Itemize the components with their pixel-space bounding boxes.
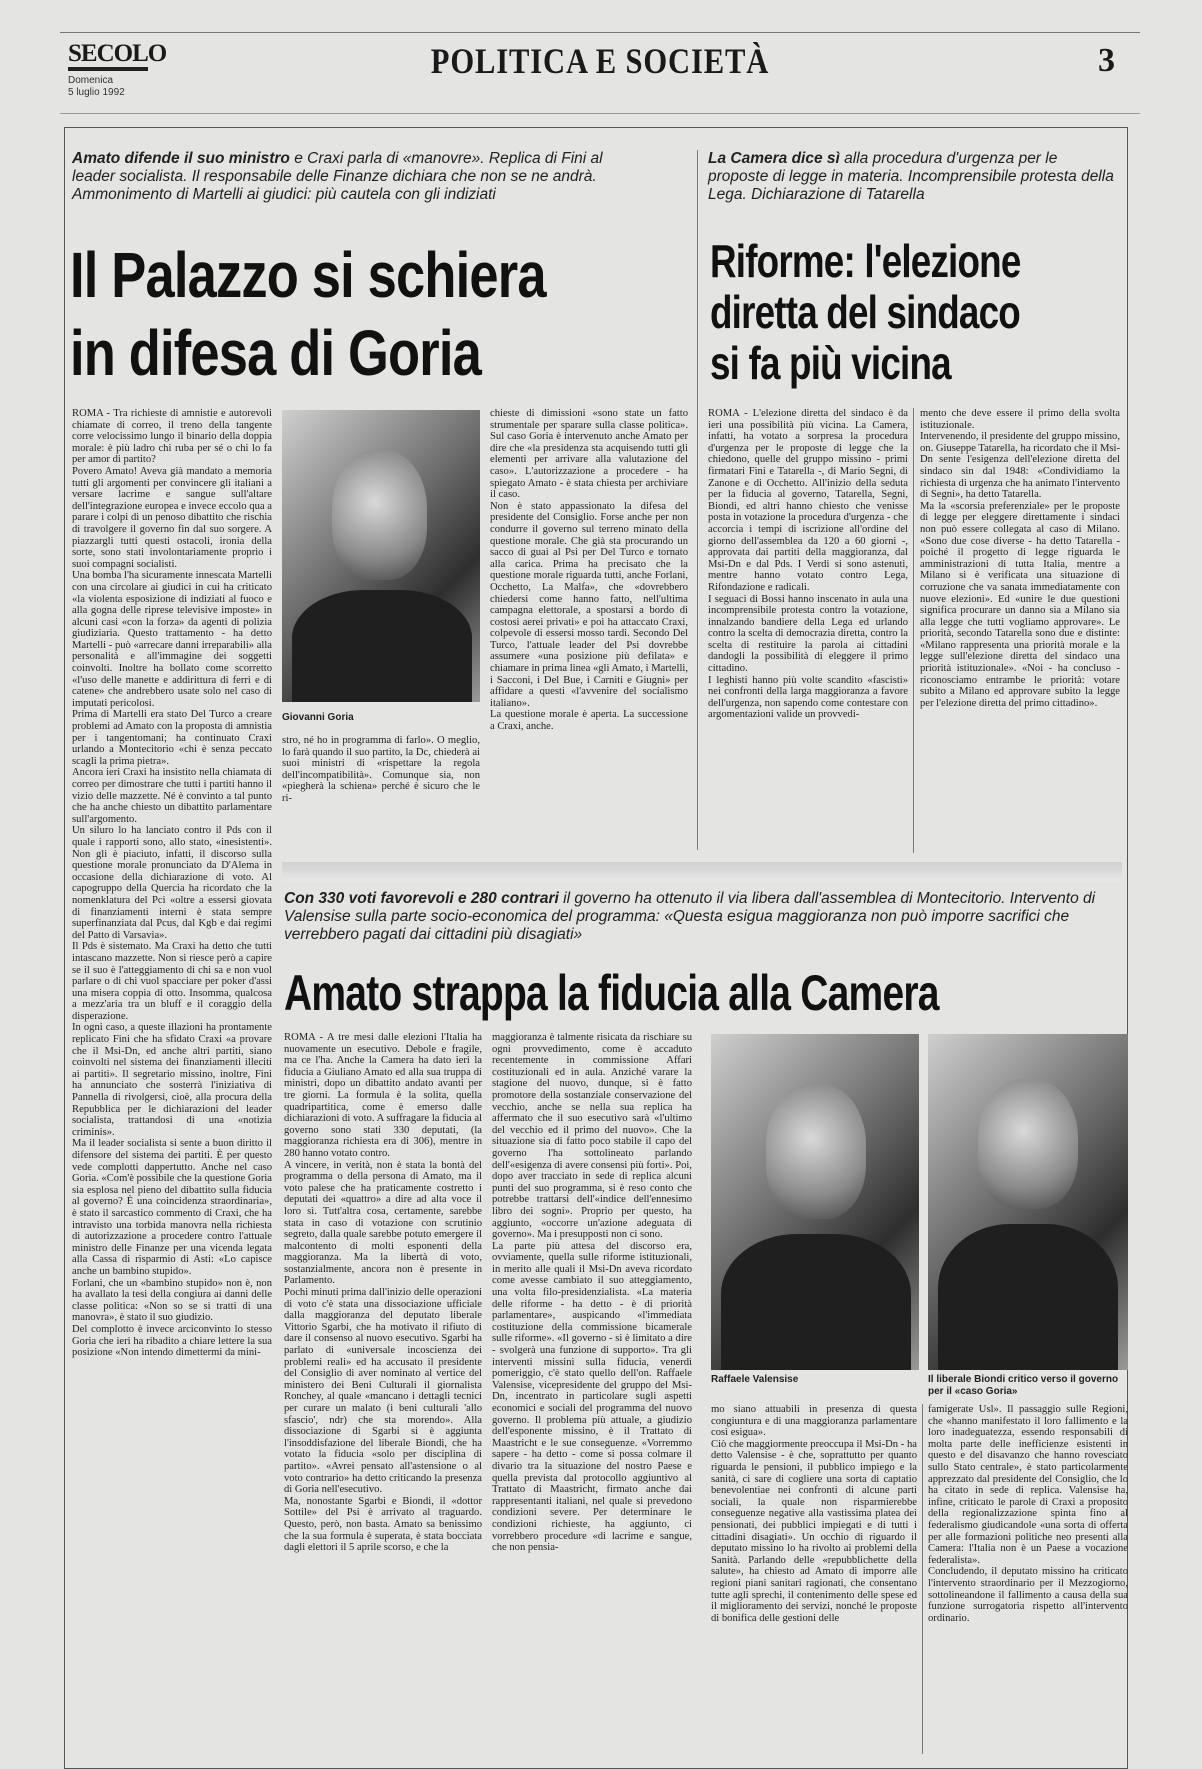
- article1-headline: [70, 236, 546, 392]
- article3-col1: ROMA - A tre mesi dalle elezioni l'Italia ha nuovamente un esecutivo. Debole e fragile, ma ce l'ha. Anche la Camera ha dato ieri la fiducia a Giuliano Amato ed alla sua truppa di ministri, dopo un dibattito andato avanti per tre giorni. La formula è la solita, quella quadripartitica, come è emerso dalle dichiarazioni di voto. A suffragare la fiducia al governo sono stati 330 deputati, (la maggioranza richiesta era di 306), mentre in 280 hanno votato contro. A vincere, in verità, non è stata la bontà del programma o della persona di Amato, ma il voto palese che ha praticamente costretto i deputati dei «quattro» a dire ad alta voce il loro sì. Tutt'altra cosa, certamente, sarebbe stata in caso di votazione con scrutinio segreto, dalla quale sarebbe potuto emergere il malcontento di molti esponenti della maggioranza. Ma la libertà di voto, sostanzialmente, ancora non è presente in Parlamento. Pochi minuti prima dall'inizio delle operazioni di voto c'è stata una dissociazione ufficiale dalla maggioranza del deputato liberale Vittorio Sgarbi, che ha motivato il rifiuto di dare il consenso al nuovo esecutivo. Sgarbi ha parlato di «universale incoscienza dei problemi reali» ed ha accusato il presidente del Consiglio di aver nominato al vertice del ministero dei Beni Culturali il giornalista Ronchey, al quale «mancano i dettagli tecnici per curare un malato (i beni culturali 'allo sfascio', ndr) che sta morendo». Alla dissociazione di Sgarbi si è aggiunta l'insoddisfazione del liberale Biondi, che ha votato la fiducia «solo per disciplina di partito». «Avrei pensato all'astensione o al voto contrario» ha detto criticando la presenza di Goria nell'esecutivo. Ma, nonostante Sgarbi e Biondi, il «dottor Sottile» del Psi è arrivato al traguardo. Questo, però, non basta. Amato sa benissimo che la sua formula è superata, è stata bocciata dagli elettori il 5 aprile scorso, e che la: [284, 1032, 482, 1554]
- article3-col2: maggioranza è talmente risicata da rischiare su ogni provvedimento, come è accaduto recentemente in commissione Affari costituzionali ed in aula. Anziché varare la stagione del nuovo, dunque, si è fatto promotore della sostanziale conservazione del vecchio, anche se nella sua replica ha affermato che il suo esecutivo sarà «l'ultimo del vecchio ed il primo del nuovo». Che la situazione sia di fatto poco stabile il capo del governo l'ha sottolineato parlando dell'«esigenza di avere consensi più forti». Poi, dopo aver tracciato in sede di replica alcuni punti del suo programma, si è reso conto che potrebbe trattarsi dell'«indice dell'ennesimo libro dei sogni». Proprio per questo, ha aggiunto, «occorre un'azione adeguata di governo». Ma i presupposti non ci sono. La parte più attesa del discorso era, ovviamente, quella sulle riforme istituzionali, in merito alle quali il Msi-Dn aveva ricordato come avesse cambiato il suo atteggiamento, una volta filo-presidenzialista. «La materia delle riforme - ha detto - è di priorità parlamentare», auspicando «l'immediata costituzione della commissione bicamerale sulle riforme». «Il governo - si è limitato a dire - svolgerà una funzione di supporto». Tra gli interventi missini sulla fiducia, venerdì pomeriggio, c'è stato quello dell'on. Raffaele Valensise, vicepresidente del gruppo del Msi-Dn, incentrato in particolare sugli aspetti economici e sociali del programma del nuovo governo. Il problema più attuale, a giudizio dell'esponente missino, è il Trattato di Maastricht e le sue conseguenze. «Vorremmo sapere - ha detto - come si possa colmare il divario tra la situazione del nostro Paese e quella prevista dal protocollo aggiuntivo al Trattato di Maastricht, firmato anche dai rappresentanti italiani, nel quale si prevedono condizioni severe. Per determinare le condizioni richieste, ha aggiunto, ci vorrebbero procedure «di lacrime e sangue, che non pensia-: [492, 1032, 692, 1554]
- section-title: POLITICA E SOCIETÀ: [430, 41, 770, 81]
- column-divider: [913, 408, 914, 853]
- article2-col1: ROMA - L'elezione diretta del sindaco è da ieri una possibilità più vicina. La Camera, infatti, ha votato a sorpresa la procedura d'urgenza per le proposte di legge che la chiedono, quelle del gruppo missino - primi firmatari Fini e Tatarella -, di Mario Segni, di Zanone e di Occhetto. All'inizio della seduta per la fiducia al governo, Tatarella, Segni, Biondi, ed altri hanno chiesto che venisse posta in votazione la procedura d'urgenza - che accorcia i tempi di iscrizione all'ordine del giorno dell'assemblea da 120 a 60 giorni -, approvata dai partiti della maggioranza, dal Msi-Dn e dal Pds. I Verdi si sono astenuti, mentre hanno votato contro Lega, Rifondazione e radicali. I seguaci di Bossi hanno inscenato in aula una incomprensibile protesta contro la votazione, innalzando bandiere della Lega ed urlando contro la scelta di democrazia diretta, contro la scelta di restituire la parola ai cittadini dandogli la possibilità di eleggere il primo cittadino. I leghisti hanno più volte scandito «fascisti» nei confronti della larga maggioranza a favore dell'urgenza, non sapendo come contestare con argomentazioni valide un provvedi-: [708, 408, 908, 721]
- article1-col1: ROMA - Tra richieste di amnistie e autorevoli chiamate di correo, il treno della tangente corre velocissimo lungo il binario della doppia morale: è più ladro chi ruba per sé o chi lo fa per amor di partito? Povero Amato! Aveva già mandato a memoria tutti gli argomenti per convincere gli italiani a versare lacrime e sangue sull'altare dell'integrazione europea e invece eccolo qua a parare i colpi di un penoso dibattito che rischia di travolgere il governo fin dal suo sorgere. A piazzargli tutti questi ostacoli, ironia della sorte, sono stati involontariamente proprio i suoi compagni socialisti. Una bomba l'ha sicuramente innescata Martelli con una circolare ai giudici in cui ha criticato «la violenta esposizione di indiziati al fuoco e alla gogna delle riprese televisive imposte» in alcuni casi «con la forza» da agenti di polizia giudiziaria. Questo trattamento - ha detto Martelli - può «arrecare danni irreparabili» alla personalità e all'immagine dei soggetti coinvolti. Inoltre ha bollato come scorretto «l'uso delle manette e addirittura di ferri e di catene» che andrebbero usate solo nel caso di imputati pericolosi. Prima di Martelli era stato Del Turco a creare problemi ad Amato con la proposta di amnistia per i tangentomani; ha continuato Craxi urlando a Montecitorio «chi è senza peccato scagli la prima pietra». Ancora ieri Craxi ha insistito nella chiamata di correo per dimostrare che tutti i partiti hanno il vizio delle mazzette. Né è convinto a tal punto che ha anche chiesto un dibattito parlamentare sull'argomento. Un siluro lo ha lanciato contro il Pds con il quale i rapporti sono, allo stato, «inesistenti». Non gli è piaciuto, infatti, il discorso sulla questione morale pronunciato da D'Alema in occasione della dichiarazione di voto. Al capogruppo della Quercia ha ricordato che la nomenklatura del Pci «oltre a essersi giovata di finanziamenti interni è stata sempre superfinanziata dal Pcus, dal Kgb e dai regimi del Patto di Varsavia». Il Pds è sistemato. Ma Craxi ha detto che tutti intascano mazzette. Non si riesce però a capire se il suo è l'atteggiamento di chi sa e non vuol parlare o di chi vuol spacciare per poker d'assi una misera coppia di otto. Insomma, qualcosa a mezz'aria tra un bluff e il coraggio della disperazione. In ogni caso, a queste illazioni ha prontamente replicato Fini che ha sfidato Craxi «a provare che il Msi-Dn, ed anche altri partiti, siano coinvolti nel sistema dei finanziamenti illeciti ai partiti». Il segretario missino, inoltre, Fini ha annunciato che sosterrà l'iniziativa di Pannella di rivolgersi, cioè, alla procura della Repubblica per le dichiarazioni del leader socialista, trattandosi di una «notizia criminis». Ma il leader socialista si sente a buon diritto il difensore del sistema dei partiti. È per questo vede complotti dappertutto. Anche nel caso Goria. «Com'è possibile che la questione Goria sia esplosa nel pieno del dibattito sulla fiducia al governo? È una coincidenza straordinaria», è stato il sarcastico commento di Craxi, che ha intravisto una torbida manovra nella richiesta di autorizzazione a procedere contro l'attuale ministro delle Finanze per una vicenda legata alla Cassa di risparmio di Asti: «Lo capisce anche un bambino stupido». Forlani, che un «bambino stupido» non è, non ha avallato la tesi della congiura ai danni delle classe politica: «Non so se si tratti di una manovra», è stato il suo giudizio. Del complotto è invece arciconvinto lo stesso Goria che ieri ha ribadito a chiare lettere la sua posizione «Non intendo dimettermi da mini-: [72, 408, 272, 1359]
- headline-line: in difesa di Goria: [70, 317, 481, 389]
- article3-deck: [284, 890, 1124, 944]
- headline-line: diretta del sindaco: [710, 286, 1020, 338]
- headline-line: si fa più vicina: [710, 337, 951, 389]
- dateline: [68, 75, 125, 99]
- article1-deck: [72, 150, 642, 204]
- article2-deck: [708, 150, 1118, 204]
- page-number: 3: [1098, 42, 1115, 79]
- deck-lead: Con 330 voti favorevoli e 280 contrari: [284, 890, 559, 907]
- article1-col2: stro, né ho in programma di farlo». O meglio, lo farà quando il suo partito, la Dc, chiederà ai suoi ministri di «rispettare la regola dell'incompatibilità». Comunque sia, non «piegherà la schiena» perché è sicuro che le ri-: [282, 735, 480, 804]
- deck-lead: La Camera dice sì: [708, 150, 840, 167]
- masthead-bar: [68, 67, 148, 71]
- deck-text: il governo ha ottenuto il via libera dall'assemblea di Montecitorio. Intervento di Valensise sulla parte socio-economica del programma: «Questa esigua maggioranza non può imporre sacrifici che verrebbero pagati dai cittadini più disagiati»: [284, 890, 1096, 943]
- goria-photo: [282, 410, 480, 702]
- column-divider: [922, 1404, 923, 1754]
- day: Domenica: [68, 75, 114, 86]
- article1-col3: chieste di dimissioni «sono state un fatto strumentale per sparare sulla classe politica». Sul caso Goria è intervenuto anche Amato per dire che «la presidenza sta acquisendo tutti gli elementi per arrivare alla valutazione del caso». L'autorizzazione a procedere - ha spiegato Amato - è stata chiesta per archiviare il caso. Non è stato appassionato la difesa del presidente del Consiglio. Forse anche per non condurre il governo sul terreno minato della questione morale. Che già sta procurando un sacco di guai al Psi per Del Turco e tornato alla carica. Prima ha precisato che la questione morale riguarda tutti, anche Forlani, Occhetto, La Malfa», che «dovrebbero chiedersi come hanno fatto, nell'ultima campagna elettorale, a spostarsi a bordo di costosi aerei privati» e poi ha attaccato Craxi, colpevole di essersi mosso tardi. Secondo Del Turco, l'attuale leader del Psi dovrebbe assumere «una posizione più defilata» e chiamare in prima linea «gli Amato, i Martelli, i Sacconi, i Del Bue, i Carniti e Giugni» per affidare a questi «l'avvenire del socialismo italiano». La questione morale è aperta. La successione a Craxi, anche.: [490, 408, 688, 733]
- article3-headline: Amato strappa la fiducia alla Camera: [284, 965, 939, 1021]
- article2-col2: mento che deve essere il primo della svolta istituzionale. Intervenendo, il presidente del gruppo missino, on. Giuseppe Tatarella, ha ricordato che il Msi-Dn sente l'esigenza dell'elezione diretta del sindaco sin dal 1948: «Condividiamo la richiesta di urgenza che ha animato l'intervento di Segni», ha detto Tatarella. Ma la «scorsia preferenziale» per le proposte di legge per eleggere direttamente i sindaci non può essere collegata al caso di Milano. «Sono due cose diverse - ha detto Tatarella - poiché il progetto di legge riguarda le amministrazioni di tutta Italia, mentre a Milano si è verificata una situazione di corruzione che va sanata immediatamente con nuove elezioni». Ed «unire le due questioni significa procurare un danno sia a Milano sia alla legge che tutti vogliamo approvare». Le priorità, secondo Tatarella sono due e distinte: «Milano rappresenta una priorità morale e la legge sull'elezione diretta del sindaco una priorità istituzionale». «Noi - ha concluso - riconosciamo entrambe le priorità: votare subito a Milano ed approvare subito la legge per l'elezione diretta del primo cittadino».: [920, 408, 1120, 709]
- article3-col4: famigerate Usl». Il passaggio sulle Regioni, che «hanno manifestato il loro fallimento e la loro inadeguatezza, essendo responsabili di molta parte delle inefficienze esistenti in questo e del disavanzo che hanno rovesciato sullo Stato centrale», è stato particolarmente apprezzato dal presidente del Consiglio, che lo ha citato in sede di replica. Valensise ha, infine, criticato le parole di Craxi a proposito della regionalizzazione spinta fino al federalismo giudicandole «una sorta di offerta per alle formazioni politiche neo presenti alla Camera: l'Italia non è un Paese a vocazione federalista». Concludendo, il deputato missino ha criticato l'intervento straordinario per il Mezzogiorno, sottolineandone il fallimento a causa della sua funzione surrogatoria rispetto all'intervento ordinario.: [928, 1404, 1128, 1624]
- headline-line: Il Palazzo si schiera: [70, 239, 546, 311]
- separator-band: [282, 862, 1122, 882]
- article3-col3: mo siano attuabili in presenza di questa congiuntura e di una maggioranza parlamentare così esigua». Ciò che maggiormente preoccupa il Msi-Dn - ha detto Valensise - è che, soprattutto per quanto riguarda le pensioni, il pubblico impiego e la sanità, ci sare di cogliere una sorta di captatio benevolentiae nei confronti di alcune parti sociali, la quale non risparmierebbe conseguenze negative alla vastissima platea dei pensionati, dei pubblici impiegati e di tutti i cittadini disagiati». Un occhio di riguardo il deputato missino lo ha rivolto ai problemi della Sanità. Parlando delle «repubblichette della salute», ha chiesto ad Amato di imporre alle regioni piani sanitari ragionati, che consentano tutte agli sprechi, il contenimento delle spese ed il miglioramento dei servizi, nonché le proposte di bonifica delle gestioni delle: [711, 1404, 917, 1624]
- headline-line: Riforme: l'elezione: [710, 235, 1021, 287]
- deck-text: e Craxi parla di «manovre». Replica di Fini al leader socialista. Il responsabile delle Finanze dichiara che non se ne andrà. Ammonimento di Martelli ai giudici: più cautela con gli indiziati: [72, 150, 603, 203]
- biondi-photo: [928, 1034, 1128, 1370]
- photo-caption: Il liberale Biondi critico verso il governo per il «caso Goria»: [928, 1374, 1119, 1397]
- masthead: SECOLO: [68, 40, 167, 67]
- deck-lead: Amato difende il suo ministro: [72, 150, 290, 167]
- article2-headline: [710, 236, 1021, 389]
- deck-text: alla procedura d'urgenza per le proposte di legge in materia. Incomprensibile protesta della Lega. Dichiarazione di Tatarella: [708, 150, 1114, 203]
- photo-caption: Giovanni Goria: [282, 712, 354, 723]
- column-divider: [697, 150, 698, 850]
- top-rule: [60, 32, 1140, 33]
- photo-caption: Raffaele Valensise: [711, 1374, 799, 1385]
- header-rule: [60, 113, 1140, 114]
- valensise-photo: [711, 1034, 919, 1370]
- date: 5 luglio 1992: [68, 87, 125, 98]
